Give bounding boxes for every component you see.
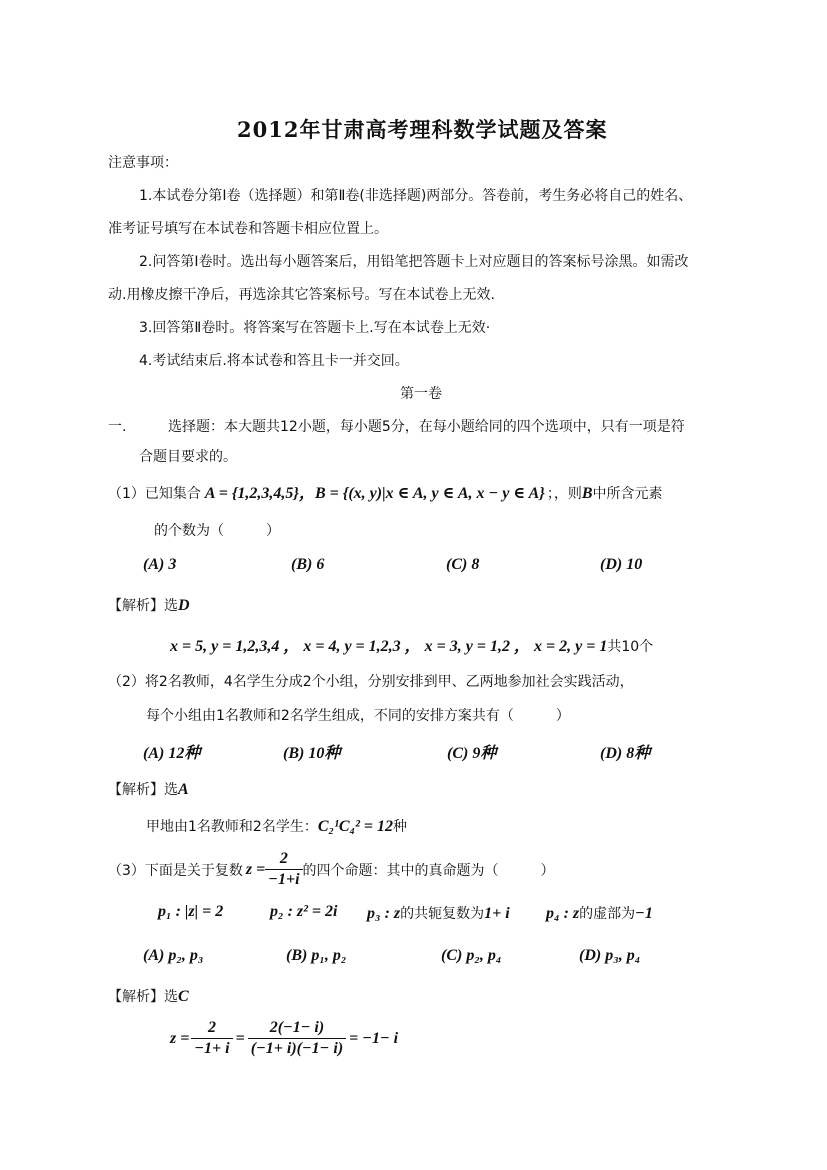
q3-answer bbox=[108, 986, 189, 1006]
q3-option-a: (A) p₂, p₃ bbox=[143, 947, 204, 964]
q3-solution-fraction-1 bbox=[191, 1019, 232, 1058]
q1-set-a: A = {1,2,3,4,5} bbox=[204, 485, 299, 502]
q3-solution-fraction-2-numerator: 2(−1− i) bbox=[248, 1019, 346, 1039]
q3-solution-fraction-1-denominator: −1+ i bbox=[194, 1040, 230, 1057]
q3-option-d: (D) p₃, p₄ bbox=[579, 947, 641, 964]
q3-proposition-1: p₁ : |z| = 2 bbox=[158, 903, 224, 920]
note-4: 4.考试结束后.将本试卷和答且卡一并交回。 bbox=[139, 353, 409, 369]
q3-solution-z: z = bbox=[170, 1029, 190, 1047]
q2-option-a: (A) 12种 bbox=[143, 745, 201, 762]
note-2-line-1: 2.问答第Ⅰ卷时。选出每小题答案后，用铅笔把答题卡上对应题目的答案标号涂黑。如需改 bbox=[139, 254, 689, 270]
q1-b: B bbox=[581, 485, 593, 502]
q1-option-d: (D) 10 bbox=[600, 556, 643, 573]
q2-line-1: （2）将2名教师，4名学生分成2个小组，分别安排到甲、乙两地参加社会实践活动， bbox=[108, 674, 634, 690]
q3-p4-symbol: p₄ : z bbox=[546, 905, 580, 922]
part-number: 一. bbox=[108, 419, 127, 435]
q3-solution-equals: = bbox=[235, 1029, 245, 1047]
note-2-line-2: 动.用橡皮擦干净后，再选涂其它答案标号。写在本试卷上无效. bbox=[108, 287, 495, 303]
q3-solution-result: = −1− i bbox=[349, 1029, 399, 1047]
q2-option-d: (D) 8种 bbox=[600, 745, 651, 762]
q3-p3-symbol: p₃ : z bbox=[367, 905, 401, 922]
q1-option-a: (A) 3 bbox=[143, 556, 177, 573]
q1-solution-tail: 共10个 bbox=[607, 639, 654, 655]
notes-header: 注意事项： bbox=[108, 155, 178, 171]
q3-p3-value: 1+ i bbox=[484, 905, 510, 922]
q3-solution-fraction-2 bbox=[248, 1019, 346, 1058]
q1-tail-2: 中所含元素 bbox=[592, 486, 663, 502]
q1-tail-1: ；，则 bbox=[546, 486, 582, 502]
q2-answer bbox=[108, 779, 189, 799]
q1-answer-choice: D bbox=[178, 597, 190, 614]
q1-prefix: （1）已知集合 bbox=[108, 486, 201, 502]
q1-solution-math: x = 5, y = 1,2,3,4 ， x = 4, y = 1,2,3 ， x = 3, y = 1,2 ， x = 2, y = 1 bbox=[170, 638, 608, 655]
q1-option-c: (C) 8 bbox=[446, 556, 480, 573]
q2-option-b: (B) 10种 bbox=[283, 745, 341, 762]
q1-line-2: 的个数为（ ） bbox=[154, 523, 280, 539]
q1-set-b: ，B = {(x, y)|x ∈ A, y ∈ A, x − y ∈ A} bbox=[298, 485, 545, 502]
q3-fraction-numerator: 2 bbox=[265, 850, 302, 870]
q3-prefix: （3）下面是关于复数 bbox=[108, 862, 243, 879]
q3-answer-choice: C bbox=[178, 988, 189, 1005]
q1-option-b: (B) 6 bbox=[291, 556, 325, 573]
q2-solution-tail: 种 bbox=[393, 819, 408, 835]
q2-answer-label: 【解析】选 bbox=[108, 782, 178, 798]
note-1-line-2: 准考证号填写在本试卷和答题卡相应位置上。 bbox=[108, 221, 388, 237]
q3-proposition-4 bbox=[546, 903, 653, 923]
q3-solution bbox=[170, 1019, 398, 1058]
note-1-line-1: 1.本试卷分第Ⅰ卷（选择题）和第Ⅱ卷(非选择题)两部分。答卷前，考生务必将自己的姓名、 bbox=[139, 188, 693, 204]
question-1-stem bbox=[108, 480, 663, 503]
part-instructions-line-1: 选择题：本大题共12小题，每小题5分，在每小题给同的四个选项中，只有一项是符 bbox=[168, 419, 685, 435]
q3-p3-text: 的共轭复数为 bbox=[400, 906, 485, 922]
q3-option-c: (C) p₂, p₄ bbox=[441, 947, 502, 964]
q3-p4-value: −1 bbox=[635, 905, 653, 922]
q3-proposition-3 bbox=[367, 903, 510, 923]
q3-option-b: (B) p₁, p₂ bbox=[286, 947, 347, 964]
q3-tail: 的四个命题：其中的真命题为（ ） bbox=[302, 862, 555, 879]
q2-solution bbox=[146, 816, 407, 836]
note-3: 3.回答第Ⅱ卷时。将答案写在答题卡上.写在本试卷上无效· bbox=[139, 320, 491, 336]
q1-answer-label: 【解析】选 bbox=[108, 598, 178, 614]
q1-answer bbox=[108, 595, 190, 615]
q3-z-eq: z = bbox=[245, 860, 266, 878]
q3-fraction bbox=[265, 850, 302, 889]
q2-answer-choice: A bbox=[178, 781, 189, 798]
page-title: 2012年甘肃高考理科数学试题及答案 bbox=[237, 117, 608, 142]
q3-stem bbox=[108, 850, 555, 889]
q3-p4-text: 的虚部为 bbox=[579, 906, 636, 922]
q2-line-2: 每个小组由1名教师和2名学生组成，不同的安排方案共有（ ） bbox=[146, 708, 570, 724]
q1-solution bbox=[170, 633, 653, 656]
q3-fraction-denominator: −1+i bbox=[268, 871, 300, 888]
q3-solution-fraction-2-denominator: (−1+ i)(−1− i) bbox=[250, 1040, 344, 1057]
section-heading: 第一卷 bbox=[400, 386, 442, 402]
q3-proposition-2: p₂ : z² = 2i bbox=[270, 903, 338, 920]
q3-answer-label: 【解析】选 bbox=[108, 989, 178, 1005]
q2-solution-math: C₂¹C₄² = 12 bbox=[317, 818, 394, 835]
q3-solution-fraction-1-numerator: 2 bbox=[191, 1019, 232, 1039]
part-instructions-line-2: 合题目要求的。 bbox=[139, 449, 237, 465]
q2-option-c: (C) 9种 bbox=[447, 745, 497, 762]
q2-solution-text: 甲地由1名教师和2名学生： bbox=[146, 819, 318, 835]
